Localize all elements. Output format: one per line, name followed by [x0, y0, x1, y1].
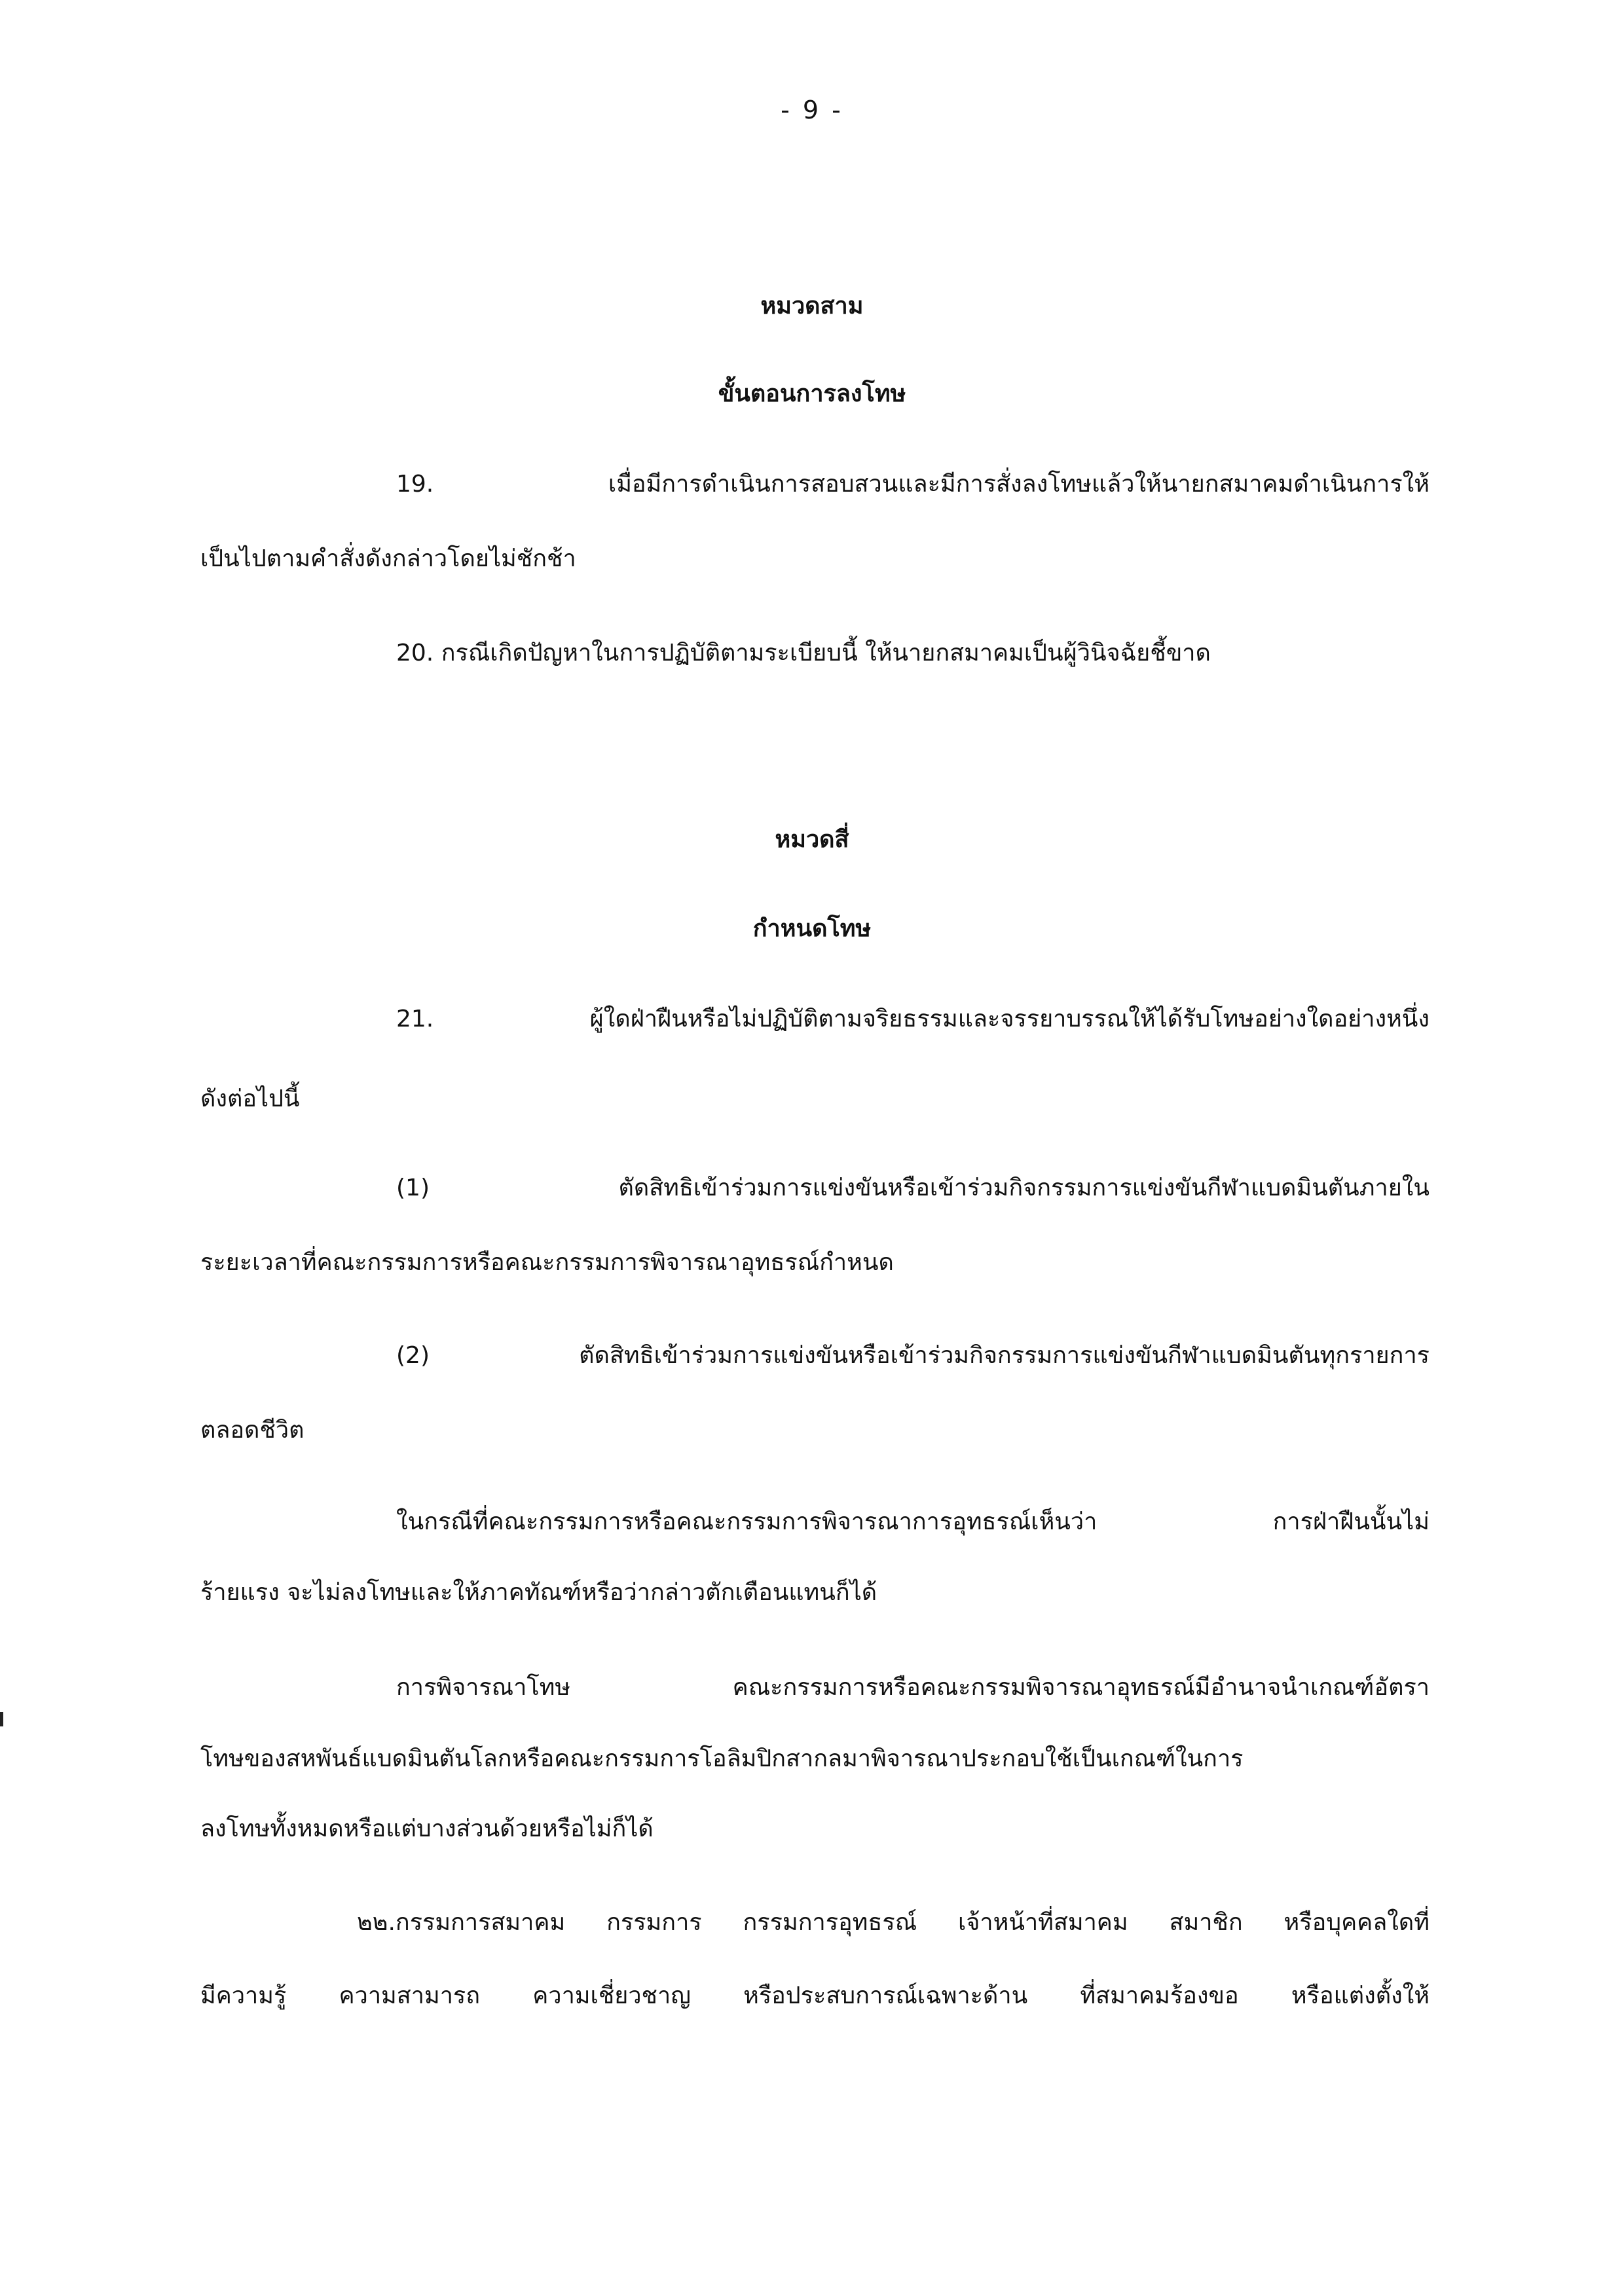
section-3-subtitle: ขั้นตอนการลงโทษ — [718, 380, 906, 407]
penalty-consideration-line-2: โทษของสหพันธ์แบดมินตันโลกหรือคณะกรรมการโอลิมปิกสากลมาพิจารณาประกอบใช้เป็นเกณฑ์ในการ — [200, 1745, 1244, 1772]
penalty-item-2-line-2: ตลอดชีวิต — [200, 1417, 304, 1444]
penalty-item-1-line-2: ระยะเวลาที่คณะกรรมการหรือคณะกรรมการพิจารณาอุทธรณ์กำหนด — [200, 1249, 894, 1276]
penalty-item-1-line-1: (1) ตัดสิทธิเข้าร่วมการแข่งขันหรือเข้าร่วมกิจกรรมการแข่งขันกีฬาแบดมินตันภายใน — [396, 1175, 1430, 1201]
clause-19-line-1: 19. เมื่อมีการดำเนินการสอบสวนและมีการสั่งลงโทษแล้วให้นายกสมาคมดำเนินการให้ — [396, 471, 1430, 498]
minor-violation-line-2: ร้ายแรง จะไม่ลงโทษและให้ภาคทัณฑ์หรือว่ากล่าวตักเตือนแทนก็ได้ — [200, 1579, 877, 1606]
section-4-subtitle: กำหนดโทษ — [752, 915, 872, 942]
section-4-title: หมวดสี่ — [775, 826, 849, 853]
penalty-consideration-line-3: ลงโทษทั้งหมดหรือแต่บางส่วนด้วยหรือไม่ก็ได้ — [200, 1815, 654, 1842]
penalty-item-2-line-1: (2) ตัดสิทธิเข้าร่วมการแข่งขันหรือเข้าร่วมกิจกรรมการแข่งขันกีฬาแบดมินตันทุกรายการ — [396, 1342, 1430, 1369]
penalty-consideration-line-1: การพิจารณาโทษ คณะกรรมการหรือคณะกรรมพิจารณาอุทธรณ์มีอำนาจนำเกณฑ์อัตรา — [396, 1674, 1430, 1701]
page-number: - 9 - — [781, 96, 843, 124]
clause-22-line-2: มีความรู้ ความสามารถ ความเชี่ยวชาญ หรือประสบการณ์เฉพาะด้าน ที่สมาคมร้องขอ หรือแต่งตั้งให้ — [200, 1982, 1430, 2009]
clause-21-line-1: 21. ผู้ใดฝ่าฝืนหรือไม่ปฏิบัติตามจริยธรรมและจรรยาบรรณให้ได้รับโทษอย่างใดอย่างหนึ่ง — [396, 1006, 1430, 1032]
scan-artifact — [0, 1712, 3, 1726]
clause-19-line-2: เป็นไปตามคำสั่งดังกล่าวโดยไม่ชักช้า — [200, 545, 576, 572]
minor-violation-line-1: ในกรณีที่คณะกรรมการหรือคณะกรรมการพิจารณาการอุทธรณ์เห็นว่า การฝ่าฝืนนั้นไม่ — [396, 1508, 1430, 1535]
clause-20-line-1: 20. กรณีเกิดปัญหาในการปฏิบัติตามระเบียบนี้ ให้นายกสมาคมเป็นผู้วินิจฉัยชี้ขาด — [396, 640, 1211, 666]
clause-21-line-2: ดังต่อไปนี้ — [200, 1085, 300, 1112]
section-3-title: หมวดสาม — [760, 293, 864, 319]
clause-22-line-1: ๒๒.กรรมการสมาคม กรรมการ กรรมการอุทธรณ์ เจ้าหน้าที่สมาคม สมาชิก หรือบุคคลใดที่ — [357, 1909, 1430, 1936]
